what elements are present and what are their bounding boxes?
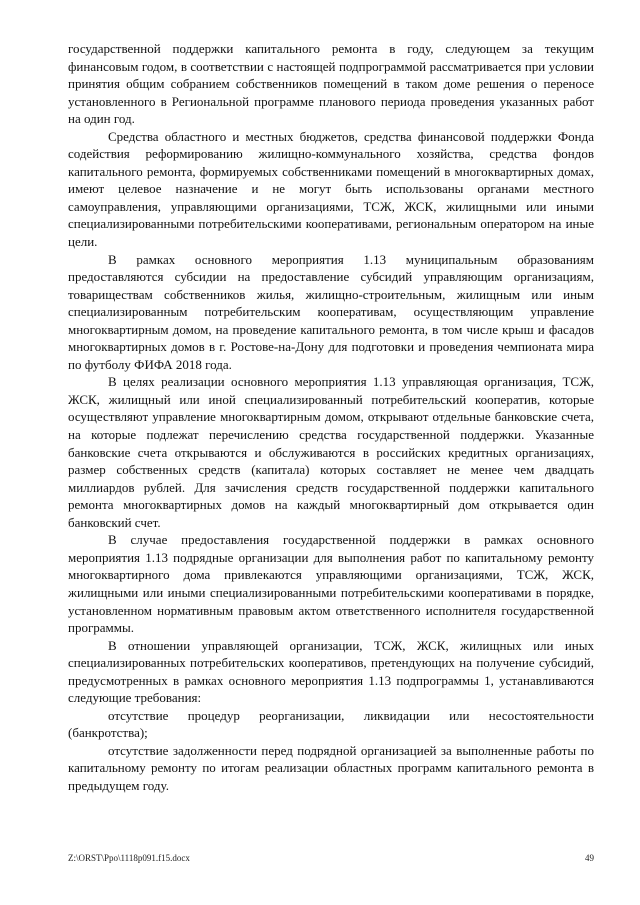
- paragraph-continuation: государственной поддержки капитального ремонта в году, следующем за текущим финансовым годом, в соответствии с настоящей подпрограммой рассматривается при условии принятия общим собранием собственников помещений в таком доме решения о переносе установленного в Региональной программе планового периода проведения указанных работ на один год.: [68, 41, 594, 127]
- paragraph-bank-accounts: В целях реализации основного мероприятия 1.13 управляющая организация, ТСЖ, ЖСК, жилищный или иной специализированный потребительский кооператив, которые осуществляют управление многоквартирным домом, открывают отдельные банковские счета, на которые подлежат перечислению средства государственной поддержки. Указанные банковские счета открываются и обслуживаются в российских кредитных организациях, размер собственных средств (капитала) которых составляет не менее чем двадцать миллиардов рублей. Для зачисления средств государственной поддержки капитального ремонта многоквартирных домов на каждый многоквартирный дом открывается один банковский счет.: [68, 374, 594, 530]
- paragraph-requirements-intro: В отношении управляющей организации, ТСЖ, ЖСК, жилищных или иных специализированных потребительских кооперативов, претендующих на получение субсидий, предусмотренных в рамках основного мероприятия 1.13 подпрограммы 1, устанавливаются следующие требования:: [68, 637, 594, 706]
- footer-file-path: Z:\ORST\Ppo\1118p091.f15.docx: [68, 853, 190, 863]
- paragraph-activity-subsidies: В рамках основного мероприятия 1.13 муниципальным образованиям предоставляются субсидии на предоставление субсидий управляющим организациям, товариществам собственников жилья, жилищно-строительным, жилищным или иным специализированным потребительским кооперативам, осуществляющим управление многоквартирным домом, на проведение капитального ремонта, в том числе крыш и фасадов многоквартирных домов в г. Ростове-на-Дону для подготовки и проведения чемпионата мира по футболу ФИФА 2018 года.: [68, 251, 594, 372]
- paragraph-requirement-debt: отсутствие задолженности перед подрядной организацией за выполненные работы по капитальному ремонту по итогам реализации областных программ капитального ремонта в предыдущем году.: [68, 742, 594, 793]
- paragraph-budget-funds: Средства областного и местных бюджетов, средства финансовой поддержки Фонда содействия реформированию жилищно-коммунального хозяйства, средства фондов капитального ремонта, формируемых собственниками помещений в многоквартирных домах, имеют целевое назначение и не могут быть использованы органами местного самоуправления, управляющими организациями, ТСЖ, ЖСК, жилищными или иными специализированными потребительскими кооперативами, региональным оператором на иные цели.: [68, 128, 594, 250]
- document-body: [68, 40, 594, 795]
- paragraph-requirement-bankruptcy: отсутствие процедур реорганизации, ликвидации или несостоятельности (банкротства);: [68, 707, 594, 741]
- page-number: 49: [585, 853, 594, 863]
- paragraph-contractors: В случае предоставления государственной поддержки в рамках основного мероприятия 1.13 подрядные организации для выполнения работ по капитальному ремонту многоквартирного дома привлекаются управляющими организациями, ТСЖ, ЖСК, жилищными или иными специализированными потребительскими кооперативами в порядке, установленном нормативным правовым актом ответственного исполнителя государственной программы.: [68, 532, 594, 636]
